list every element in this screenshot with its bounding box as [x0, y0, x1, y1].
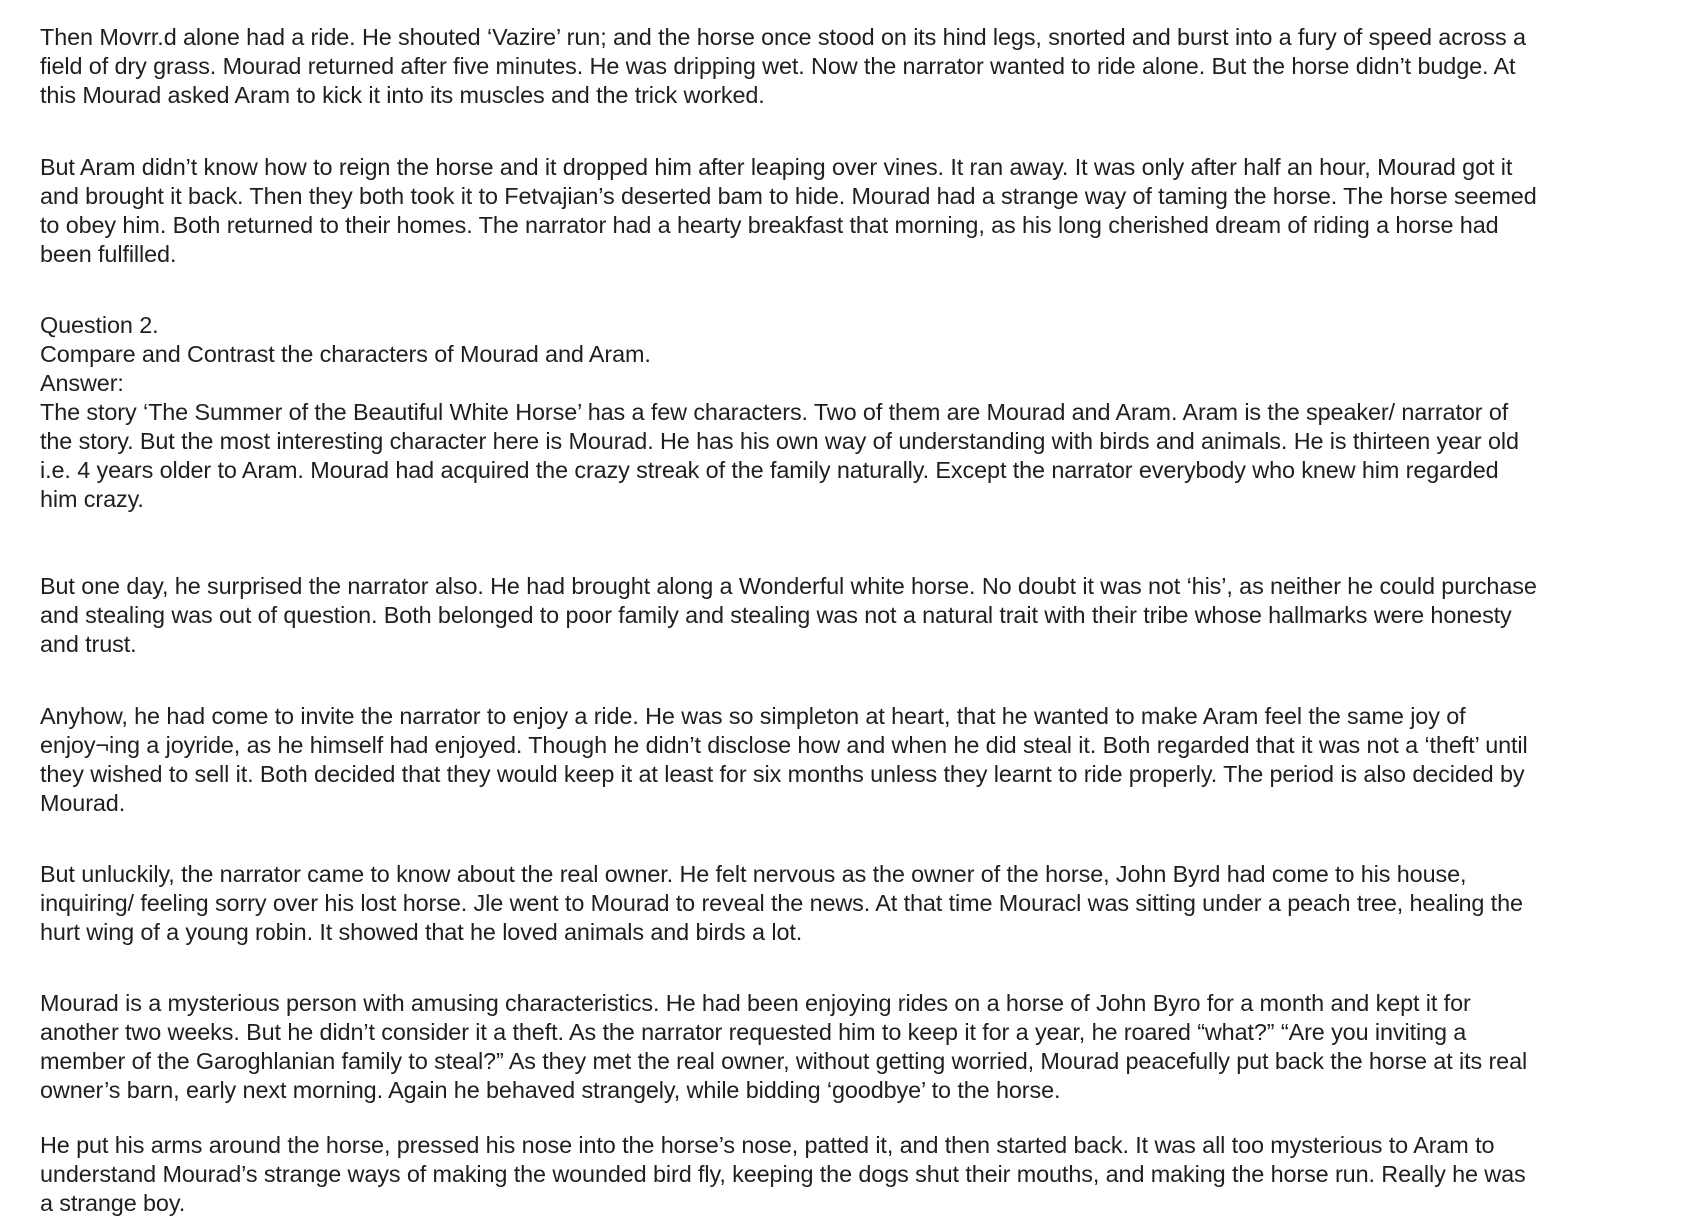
- text-line: Then Movrr.d alone had a ride. He shouted ‘Vazire’ run; and the horse once stood on its hind legs, snorted and burst into a fury of speed across a: [40, 24, 1526, 50]
- text-line: Anyhow, he had come to invite the narrator to enjoy a ride. He was so simpleton at heart, that he wanted to make Aram feel the same joy of: [40, 703, 1466, 729]
- text-line: and trust.: [40, 631, 137, 657]
- question-block: [40, 311, 1680, 514]
- text-line: He put his arms around the horse, pressed his nose into the horse’s nose, patted it, and then started back. It was all too mysterious to Aram to: [40, 1132, 1495, 1158]
- text-line: understand Mourad’s strange ways of making the wounded bird fly, keeping the dogs shut their mouths, and making the horse run. Really he was: [40, 1161, 1526, 1187]
- text-line: been fulfilled.: [40, 241, 177, 267]
- paragraph-goodbye: [40, 1131, 1680, 1218]
- question-label: Question 2.: [40, 312, 159, 338]
- text-line: Mourad is a mysterious person with amusing characteristics. He had been enjoying rides on a horse of John Byro for a month and kept it for: [40, 990, 1471, 1016]
- text-line: and brought it back. Then they both took it to Fetvajian’s deserted bam to hide. Mourad had a strange way of taming the horse. The horse seemed: [40, 183, 1537, 209]
- text-line: But unluckily, the narrator came to know about the real owner. He felt nervous as the owner of the horse, John Byrd had come to his house,: [40, 861, 1467, 887]
- paragraph-white-horse: [40, 572, 1680, 659]
- text-line: inquiring/ feeling sorry over his lost horse. Jle went to Mourad to reveal the news. At that time Mouracl was sitting under a peach tree, healing the: [40, 890, 1523, 916]
- text-line: him crazy.: [40, 486, 144, 512]
- text-line: But one day, he surprised the narrator also. He had brought along a Wonderful white horse. No doubt it was not ‘his’, as neither he could purchase: [40, 573, 1537, 599]
- question-text: Compare and Contrast the characters of Mourad and Aram.: [40, 341, 651, 367]
- paragraph-real-owner: [40, 860, 1680, 947]
- text-line: the story. But the most interesting character here is Mourad. He has his own way of understanding with birds and animals. He is thirteen year old: [40, 428, 1519, 454]
- paragraph-runaway: [40, 153, 1680, 269]
- text-line: But Aram didn’t know how to reign the horse and it dropped him after leaping over vines. It ran away. It was only after half an hour, Mourad got it: [40, 154, 1513, 180]
- text-line: Mourad.: [40, 790, 126, 816]
- text-line: member of the Garoghlanian family to steal?” As they met the real owner, without getting worried, Mourad peacefully put back the horse at its real: [40, 1048, 1528, 1074]
- text-line: field of dry grass. Mourad returned after five minutes. He was dripping wet. Now the narrator wanted to ride alone. But the horse didn’t budge. At: [40, 53, 1516, 79]
- text-line: another two weeks. But he didn’t consider it a theft. As the narrator requested him to keep it for a year, he roared “what?” “Are you inviting a: [40, 1019, 1467, 1045]
- text-line: and stealing was out of question. Both belonged to poor family and stealing was not a natural trait with their tribe whose hallmarks were honesty: [40, 602, 1512, 628]
- text-line: The story ‘The Summer of the Beautiful White Horse’ has a few characters. Two of them are Mourad and Aram. Aram is the speaker/ narrator of: [40, 399, 1509, 425]
- text-line: owner’s barn, early next morning. Again he behaved strangely, while bidding ‘goodbye’ to the horse.: [40, 1077, 1061, 1103]
- answer-label: Answer:: [40, 370, 124, 396]
- text-line: i.e. 4 years older to Aram. Mourad had acquired the crazy streak of the family naturally. Except the narrator everybody who knew him regarded: [40, 457, 1499, 483]
- text-line: to obey him. Both returned to their homes. The narrator had a hearty breakfast that morning, as his long cherished dream of riding a horse had: [40, 212, 1499, 238]
- paragraph-ride: [40, 23, 1680, 110]
- paragraph-invite: [40, 702, 1680, 818]
- paragraph-mysterious: [40, 989, 1680, 1105]
- text-line: enjoy¬ing a joyride, as he himself had enjoyed. Though he didn’t disclose how and when he did steal it. Both regarded that it was not a ‘theft’ until: [40, 732, 1528, 758]
- text-line: they wished to sell it. Both decided that they would keep it at least for six months unless they learnt to ride properly. The period is also decided by: [40, 761, 1525, 787]
- text-line: hurt wing of a young robin. It showed that he loved animals and birds a lot.: [40, 919, 803, 945]
- text-line: a strange boy.: [40, 1190, 186, 1216]
- text-line: this Mourad asked Aram to kick it into its muscles and the trick worked.: [40, 82, 765, 108]
